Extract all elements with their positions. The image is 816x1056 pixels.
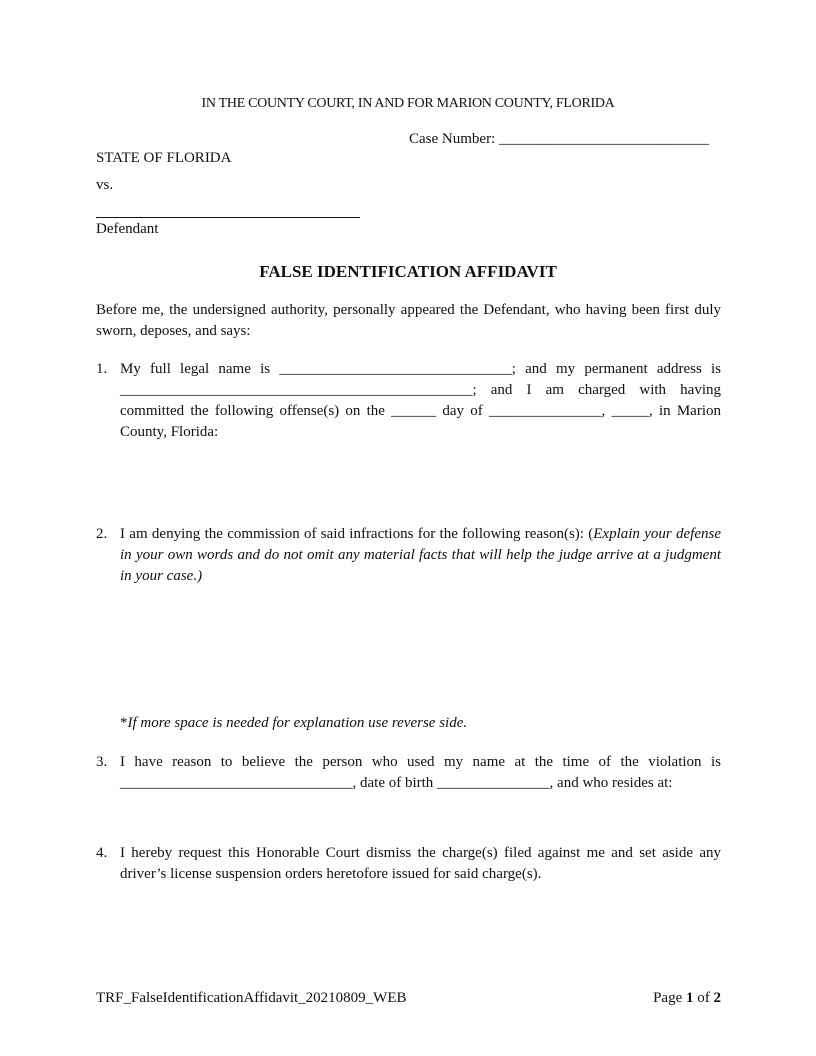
item-line: _______________________________________________; and I am charged with having [120,382,721,398]
court-heading: IN THE COUNTY COURT, IN AND FOR MARION COUNTY, FLORIDA [201,96,615,111]
intro-paragraph: Before me, the undersigned authority, personally appeared the Defendant, who having been first duly sworn, deposes, and says: [96,302,721,339]
page-total: 2 [713,990,721,1006]
list-item-1 [96,359,721,443]
item-text-italic: Explain your defense in your own words and do not omit any material facts that will help the judge arrive at a judgment in your case.) [120,526,721,584]
item-number: 3. [96,754,108,770]
item-line: County, Florida: [120,424,219,440]
page-prefix: Page [653,990,686,1006]
note-asterisk: * [120,715,128,731]
item-number: 1. [96,361,108,377]
item-number: 4. [96,845,108,861]
item-line: committed the following offense(s) on the ______ day of _______________, _____, in Marion [120,403,721,419]
list-item-3 [96,752,721,794]
item-text [120,524,721,587]
item-line: _______________________________, date of birth _______________, and who resides at: [120,775,673,791]
defendant-label: Defendant [96,221,159,237]
space-note [120,715,467,732]
item-line: My full legal name is _______________________________; and my permanent address is [120,361,721,377]
list-item-2 [96,524,721,587]
item-text: I hereby request this Honorable Court dismiss the charge(s) filed against me and set aside any driver’s license suspension orders heretofore issued for said charge(s). [120,845,721,882]
page-separator: of [693,990,714,1006]
page-indicator [653,990,721,1007]
state-of-florida: STATE OF FLORIDA [96,150,232,166]
item-number: 2. [96,526,108,542]
document-id: TRF_FalseIdentificationAffidavit_20210809_WEB [96,990,407,1006]
versus: vs. [96,177,114,193]
case-number-field: Case Number: ____________________________ [409,131,709,147]
page-current: 1 [686,990,694,1006]
list-item-4 [96,843,721,885]
defendant-name-line [96,217,360,218]
note-text: If more space is needed for explanation use reverse side. [127,715,468,731]
item-line: I have reason to believe the person who used my name at the time of the violation is [120,754,721,770]
document-title: FALSE IDENTIFICATION AFFIDAVIT [259,262,557,281]
item-text-regular: I am denying the commission of said infractions for the following reason(s): ( [120,526,594,542]
